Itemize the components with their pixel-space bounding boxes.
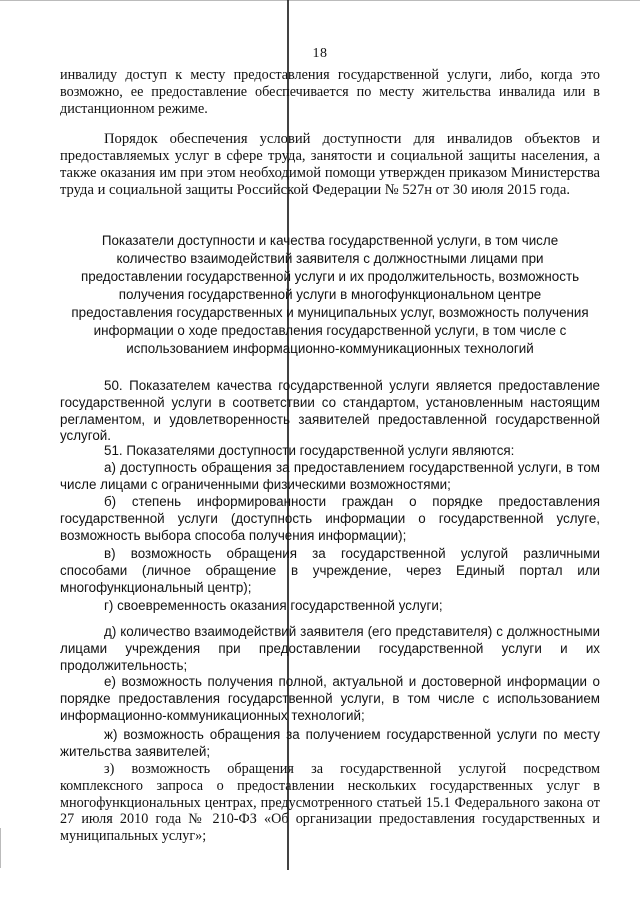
scan-edge-mark (0, 0, 640, 1)
list-item-b: б) степень информированности граждан о порядке предоставления государственной услуги (доступность информации о государственной услуге, возможность выбора способа получения информации); (60, 494, 600, 543)
list-item-g: г) своевременность оказания государственной услуги; (104, 598, 443, 613)
list-item-d: д) количество взаимодействий заявителя (его представителя) с должностными лицами учреждения при предоставлении государственной услуги и их продолжительность; (60, 624, 600, 673)
page-number: 18 (312, 46, 328, 61)
paragraph-procedure: Порядок обеспечения условий доступности для инвалидов объектов и предоставляемых услуг в сфере труда, занятости и социальной защиты населения, а также оказания им при этом необходимой помощи утвержден приказом Министерства труда и социальной защиты Российской Федерации № 527н от 30 июля 2015 года. (60, 131, 600, 198)
section-heading: Показатели доступности и качества государственной услуги, в том числе количество взаимодействий заявителя с должностными лицами при предоставлении государственной услуги и их продолжительность, возможность получения государственной услуги в многофункциональном центре предоставления государственных и муниципальных услуг, возможность получения информации о ходе предоставления государственной услуги, в том числе с использованием информационно-коммуникационных технологий (71, 233, 589, 356)
list-item-v: в) возможность обращения за государственной услугой различными способами (личное обращение в учреждение, через Единый портал или многофункциональный центр); (60, 546, 600, 595)
list-item-a: а) доступность обращения за предоставлением государственной услуги, в том числе лицами с ограниченными физическими возможностями; (60, 460, 600, 492)
clause-50: 50. Показателем качества государственной услуги является предоставление государственной услуги в соответствии со стандартом, установленным настоящим регламентом, и удовлетворенность заявителей предоставленной государственной услугой. (60, 378, 600, 444)
paragraph-intro: инвалиду доступ к месту предоставления государственной услуги, либо, когда это возможно, ее предоставление обеспечивается по месту жительства инвалида или в дистанционном режиме. (60, 67, 600, 118)
clause-51: 51. Показателями доступности государственной услуги являются: (104, 443, 515, 458)
list-item-zh: ж) возможность обращения за получением государственной услуги по месту жительства заявителей; (60, 727, 600, 759)
list-item-z: з) возможность обращения за государственной услугой посредством комплексного запроса о предоставлении нескольких государственных услуг в многофункциональных центрах, предусмотренного статьей 15.1 Федерального закона от 27 июля 2010 года № 210-ФЗ «Об организации предоставления государственных и муниципальных услуг»; (60, 761, 600, 845)
list-item-e: е) возможность получения полной, актуальной и достоверной информации о порядке предоставления государственной услуги, в том числе с использованием информационно-коммуникационных технологий; (60, 674, 600, 723)
scan-edge-mark-left (0, 828, 1, 868)
